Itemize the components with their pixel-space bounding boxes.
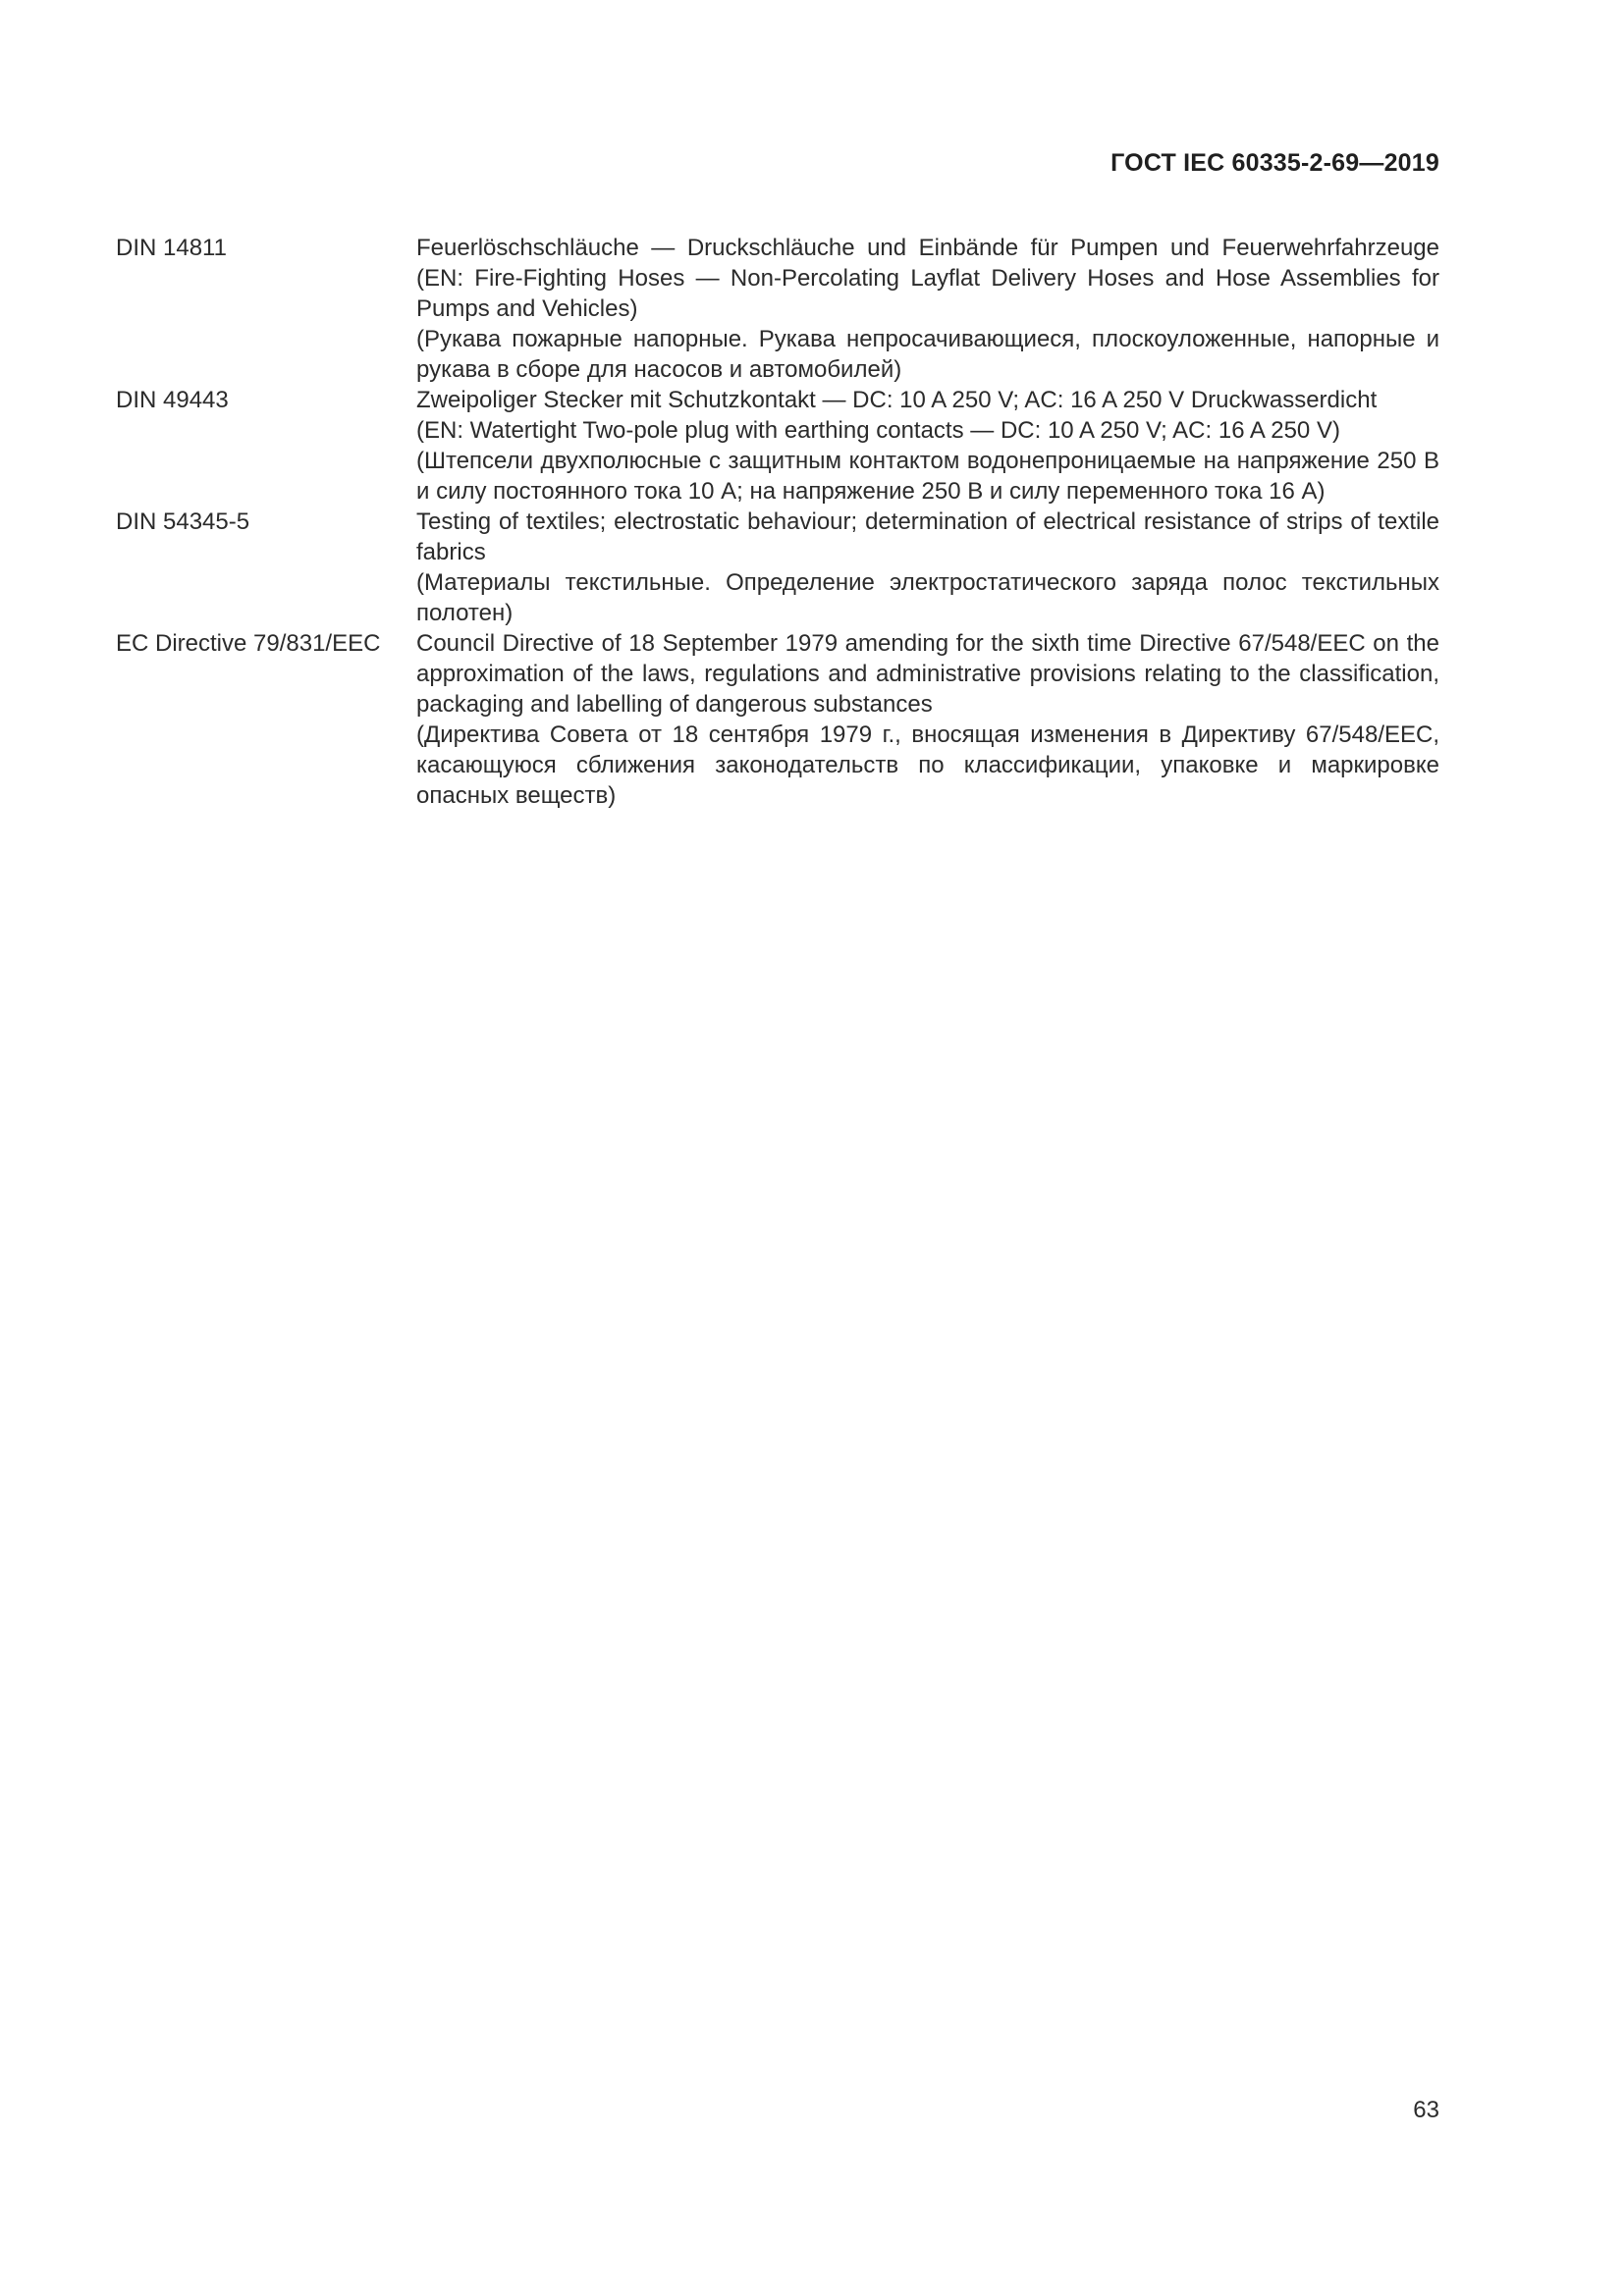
reference-code: DIN 14811 — [116, 235, 227, 261]
reference-title-original: Council Directive of 18 September 1979 amending for the sixth time Directive 67/548/EEC on the approximation of the laws, regulations and administrative provisions relating to the classification, packaging and labelling of dangerous substances — [416, 630, 1439, 718]
reference-description — [416, 628, 1439, 811]
reference-title-english: (EN: Watertight Two-pole plug with earthing contacts — DC: 10 A 250 V; AC: 16 A 250 V) — [416, 417, 1340, 444]
reference-code: DIN 54345-5 — [116, 508, 250, 535]
reference-entry — [116, 628, 1439, 811]
reference-title-russian: (Штепсели двухполюсные с защитным контактом водонепроницаемые на напряжение 250 В и силу постоянного тока 10 А; на напряжение 250 В и силу переменного тока 16 А) — [416, 448, 1439, 505]
normative-references-list — [116, 233, 1439, 811]
reference-title-russian: (Материалы текстильные. Определение электростатического заряда полос текстильных полотен) — [416, 569, 1439, 626]
reference-title-russian: (Рукава пожарные напорные. Рукава непросачивающиеся, плоскоуложенные, напорные и рукава в сборе для насосов и автомобилей) — [416, 326, 1439, 383]
reference-description — [416, 507, 1439, 628]
reference-title-russian: (Директива Совета от 18 сентября 1979 г., вносящая изменения в Директиву 67/548/EEC, касающуюся сближения законодательств по классификации, упаковке и маркировке опасных веществ) — [416, 721, 1439, 809]
reference-title-original: Testing of textiles; electrostatic behaviour; determination of electrical resistance of strips of textile fabrics — [416, 508, 1439, 565]
reference-description — [416, 385, 1439, 507]
reference-description — [416, 233, 1439, 385]
reference-entry — [116, 385, 1439, 507]
document-header-title: ГОСТ IEC 60335-2-69—2019 — [1110, 149, 1439, 177]
reference-title-original: Zweipoliger Stecker mit Schutzkontakt — DC: 10 A 250 V; AC: 16 A 250 V Druckwasserdicht — [416, 387, 1378, 413]
reference-code: EC Directive 79/831/EEC — [116, 630, 381, 657]
reference-title-original: Feuerlöschschläuche — Druckschläuche und Einbände für Pumpen und Feuerwehrfahrzeuge (EN: Fire-Fighting Hoses — Non-Percolating Layflat Delivery Hoses and Hose Assemblies for Pumps and Vehicles) — [416, 235, 1439, 322]
page-number: 63 — [1413, 2097, 1439, 2123]
reference-code: DIN 49443 — [116, 387, 229, 413]
reference-entry — [116, 233, 1439, 385]
reference-entry — [116, 507, 1439, 628]
